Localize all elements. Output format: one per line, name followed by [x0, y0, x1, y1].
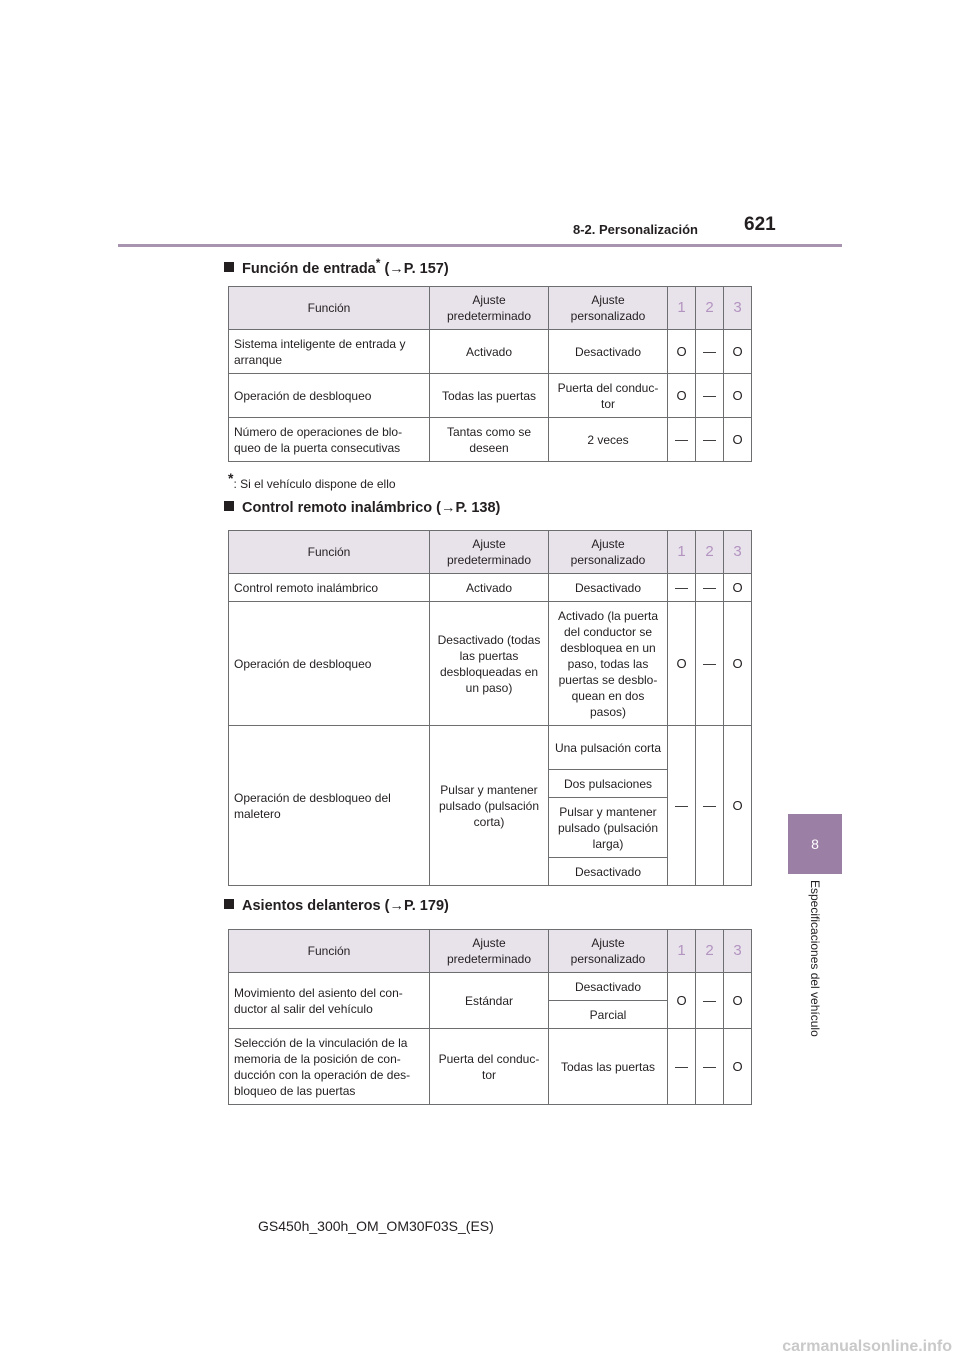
- table-row: Número de operaciones de blo-queo de la puerta consecutivas Tantas como se deseen 2 veces — — O: [229, 418, 752, 462]
- header-divider: [118, 244, 842, 247]
- table-row: Operación de desbloqueo Desactivado (todas las puertas desbloqueadas en un paso) Activado (la puerta del conductor se desbloquea en un paso, todas las puertas se desblo-quean en dos pasos) O — O: [229, 602, 752, 726]
- bullet-square-icon: [224, 899, 234, 909]
- table-row: Pulsar y mantener pulsado (pulsación larga): [229, 798, 752, 858]
- table-row: Sistema inteligente de entrada y arranque Activado Desactivado O — O: [229, 330, 752, 374]
- section-heading-control-remoto: Control remoto inalámbrico (→P. 138): [224, 500, 500, 516]
- col-1: 1: [668, 287, 696, 330]
- watermark: carmanualsonline.info: [782, 1338, 952, 1355]
- table-header-row: Función Ajuste predeterminado Ajuste personalizado 1 2 3: [229, 531, 752, 574]
- col-2: 2: [696, 287, 724, 330]
- table-header-row: [229, 287, 752, 330]
- table-row: Parcial: [229, 1001, 752, 1029]
- table-header-row: Función Ajuste predeterminado Ajuste personalizado 1 2 3: [229, 930, 752, 973]
- table-row: Desactivado: [229, 858, 752, 886]
- table-row: Movimiento del asiento del con-ductor al salir del vehículo Estándar Desactivado O — O: [229, 973, 752, 1001]
- table-row: Control remoto inalámbrico Activado Desactivado — — O: [229, 574, 752, 602]
- bullet-square-icon: [224, 501, 234, 511]
- table-row: Dos pulsaciones: [229, 770, 752, 798]
- table-entrada: [228, 286, 752, 462]
- section-header: 8-2. Personalización: [573, 222, 698, 237]
- table-row: Operación de desbloqueo del maletero Pulsar y mantener pulsado (pulsación corta) Una pulsación corta — — O: [229, 726, 752, 770]
- table-control-remoto: [228, 530, 752, 886]
- section-heading-entrada: Función de entrada* (→P. 157): [224, 256, 449, 277]
- chapter-tab: 8: [788, 814, 842, 874]
- table-asientos: [228, 929, 752, 1105]
- footnote: *: Si el vehículo dispone de ello: [228, 470, 396, 491]
- table-row: Operación de desbloqueo Todas las puertas Puerta del conduc-tor O — O: [229, 374, 752, 418]
- col-personalizado: Ajuste personalizado: [549, 287, 668, 330]
- chapter-label: Especificaciones del vehículo: [808, 880, 822, 1037]
- col-funcion: Función: [229, 287, 430, 330]
- table-row: Selección de la vinculación de la memoria de la posición de con-ducción con la operación de des-bloqueo de las puertas Puerta del conduc-tor Todas las puertas — — O: [229, 1029, 752, 1105]
- bullet-square-icon: [224, 262, 234, 272]
- page-number: 621: [744, 214, 776, 235]
- document-code: GS450h_300h_OM_OM30F03S_(ES): [258, 1218, 494, 1234]
- col-predeterminado: Ajuste predeterminado: [430, 287, 549, 330]
- section-heading-asientos: Asientos delanteros (→P. 179): [224, 898, 449, 914]
- col-3: 3: [724, 287, 752, 330]
